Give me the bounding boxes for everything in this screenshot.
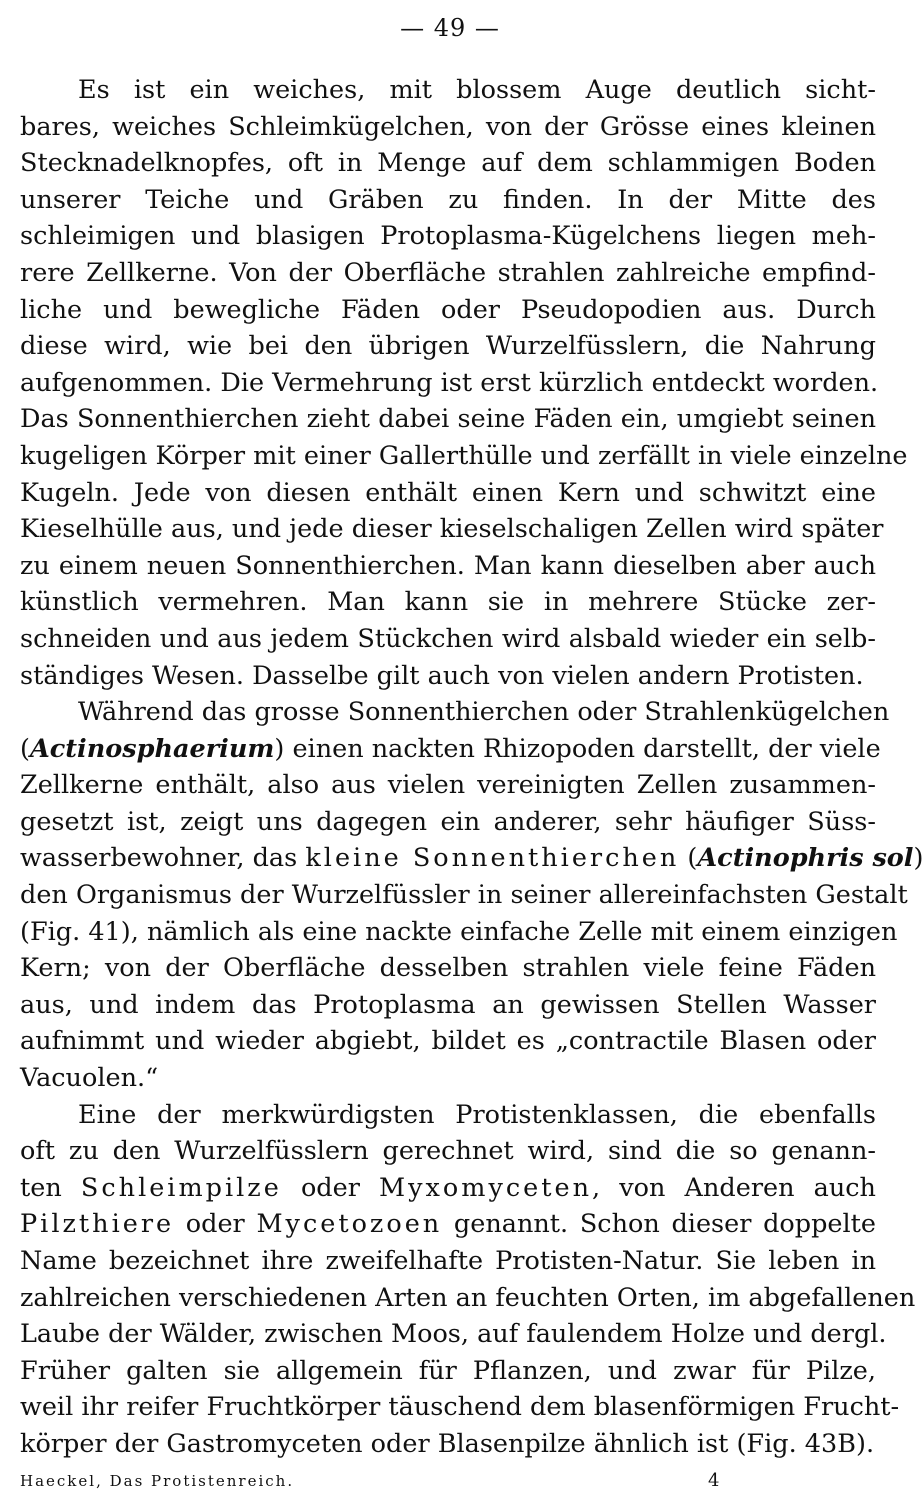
text-line: kugeligen Körper mit einer Gallerthülle und zerfällt in viele einzelne [20, 440, 908, 471]
text-run: genannt. Schon dieser doppelte [442, 1209, 876, 1240]
text-line: weil ihr reifer Fruchtkörper täuschend dem blasenförmigen Frucht- [20, 1392, 900, 1423]
text-line: Laube der Wälder, zwischen Moos, auf faulendem Holze und dergl. [20, 1319, 887, 1350]
text-line: Das Sonnenthierchen zieht dabei seine Fäden ein, umgiebt seinen [20, 404, 876, 435]
text-run: , von Anderen auch [592, 1172, 876, 1203]
text-line: ständiges Wesen. Dasselbe gilt auch von vielen andern Protisten. [20, 660, 864, 691]
text-line: Früher galten sie allgemein für Pflanzen, und zwar für Pilze, [20, 1355, 876, 1386]
footer-signature: Haeckel, Das Protistenreich. [20, 1472, 295, 1490]
text-line: bares, weiches Schleimkügelchen, von der Grösse eines kleinen [20, 111, 876, 142]
text-line: (Fig. 41), nämlich als eine nackte einfache Zelle mit einem einzigen [20, 916, 898, 947]
species-name: Actinophris sol [697, 843, 914, 874]
text-line: aufnimmt und wieder abgiebt, bildet es „contractile Blasen oder [20, 1026, 876, 1057]
text-line: zu einem neuen Sonnenthierchen. Man kann dieselben aber auch [20, 550, 876, 581]
text-line: Kern; von der Oberfläche desselben strahlen viele feine Fäden [20, 953, 876, 984]
text-line: oft zu den Wurzelfüsslern gerechnet wird, sind die so genann- [20, 1136, 876, 1167]
paragraph-1 [20, 72, 908, 694]
text-line: Vacuolen.“ [20, 1063, 159, 1094]
text-line: rere Zellkerne. Von der Oberfläche strahlen zahlreiche empfind- [20, 257, 876, 288]
text-line: Zellkerne enthält, also aus vielen vereinigten Zellen zusammen- [20, 770, 876, 801]
text-line: körper der Gastromyceten oder Blasenpilze ähnlich ist (Fig. 43B). [20, 1428, 875, 1459]
text-line: Name bezeichnet ihre zweifelhafte Protisten-Natur. Sie leben in [20, 1246, 876, 1276]
paragraph-3 [20, 1097, 916, 1463]
text-line: unserer Teiche und Gräben zu finden. In der Mitte des [20, 184, 876, 215]
text-line [20, 1170, 876, 1207]
text-line: Während das grosse Sonnenthierchen oder Strahlenkügelchen [78, 697, 890, 728]
text-line: diese wird, wie bei den übrigen Wurzelfüsslern, die Nahrung [20, 331, 876, 362]
text-line [20, 731, 881, 768]
paragraph-2 [20, 694, 923, 1097]
spaced-term: Schleimpilze [80, 1172, 282, 1203]
text-run: oder [281, 1172, 380, 1203]
text-line: Kieselhülle aus, und jede dieser kieselschaligen Zellen wird später [20, 514, 884, 545]
text-line: gesetzt ist, zeigt uns dagegen ein anderer, sehr häufiger Süss- [20, 806, 876, 837]
body-text [20, 72, 923, 1463]
text-line [20, 1206, 876, 1243]
text-line: zahlreichen verschiedenen Arten an feuchten Orten, im abgefallenen [20, 1282, 916, 1313]
text-run: ) [913, 843, 923, 874]
text-line: den Organismus der Wurzelfüssler in seiner allereinfachsten Gestalt [20, 880, 908, 911]
footer-sheet-number: 4 [708, 1470, 720, 1491]
text-line: Es ist ein weiches, mit blossem Auge deutlich sicht- [78, 75, 876, 105]
species-name: Actinosphaerium [29, 733, 275, 764]
text-run: ( [679, 843, 698, 874]
text-run: ten [20, 1172, 81, 1203]
text-run: wasserbewohner, das [20, 843, 306, 874]
text-run: oder [174, 1209, 257, 1240]
text-line: Kugeln. Jede von diesen enthält einen Kern und schwitzt eine [20, 477, 876, 508]
text-line: aus, und indem das Protoplasma an gewissen Stellen Wasser [20, 989, 876, 1020]
text-line: schneiden und aus jedem Stückchen wird alsbald wieder ein selb- [20, 623, 876, 654]
text-line: aufgenommen. Die Vermehrung ist erst kürzlich entdeckt worden. [20, 367, 879, 398]
spaced-term: Mycetozoen [256, 1209, 443, 1240]
spaced-term: kleine Sonnenthierchen [305, 843, 680, 874]
page-number: — 49 — [400, 14, 500, 42]
text-line: schleimigen und blasigen Protoplasma-Kügelchens liegen meh- [20, 221, 876, 252]
text-line: Stecknadelknopfes, oft in Menge auf dem schlammigen Boden [20, 148, 876, 179]
spaced-term: Myxomyceten [379, 1172, 593, 1203]
text-line: Eine der merkwürdigsten Protistenklassen, die ebenfalls [78, 1099, 876, 1130]
text-line: künstlich vermehren. Man kann sie in mehrere Stücke zer- [20, 587, 876, 618]
spaced-term: Pilzthiere [20, 1209, 175, 1240]
text-run: ) einen nackten Rhizopoden darstellt, der viele [274, 733, 881, 764]
text-line [20, 840, 923, 877]
text-line: liche und bewegliche Fäden oder Pseudopodien aus. Durch [20, 294, 876, 325]
text-run: ( [20, 733, 30, 764]
